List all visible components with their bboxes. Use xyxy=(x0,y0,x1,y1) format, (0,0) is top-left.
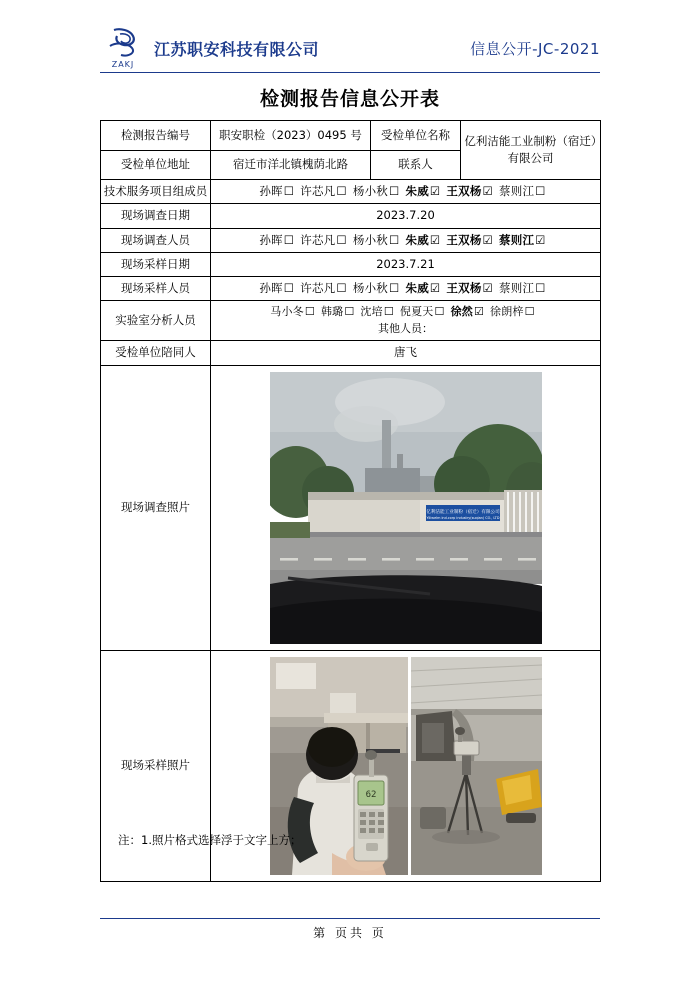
client-name-label: 受检单位名称 xyxy=(371,121,461,151)
member-checkbox-unchecked[interactable]: ☐ xyxy=(283,184,295,198)
member-name: 孙晖 xyxy=(259,184,283,198)
survey-photo-label: 现场调查照片 xyxy=(101,365,211,650)
company-name: 江苏职安科技有限公司 xyxy=(154,39,320,59)
sampling-date-value: 2023.7.21 xyxy=(211,252,601,276)
table-row-sampling-staff xyxy=(101,277,601,301)
member-checkbox-unchecked[interactable]: ☐ xyxy=(535,281,546,295)
client-addr-value: 宿迁市洋北镇槐荫北路 xyxy=(211,150,371,180)
member-name: 朱威 xyxy=(405,184,429,198)
survey-staff-label: 现场调查人员 xyxy=(101,228,211,252)
member-checkbox-unchecked[interactable]: ☐ xyxy=(388,232,400,247)
accompany-value: 唐飞 xyxy=(211,341,601,365)
member-checkbox-unchecked[interactable]: ☐ xyxy=(304,305,315,319)
member-name: 王双杨 xyxy=(446,281,482,295)
member-name: 蔡则江 xyxy=(499,184,535,198)
member-name: 孙晖 xyxy=(259,281,283,295)
sampling-staff-members xyxy=(211,277,601,301)
svg-text:Yiliwelm ind.corp industry(su: Yiliwelm ind.corp industry(suqian) CO., LTD xyxy=(426,515,499,520)
member-name: 沈培 xyxy=(360,305,383,319)
survey-photo-image xyxy=(270,372,542,644)
member-name: 蔡则江 xyxy=(499,281,535,295)
member-checkbox-unchecked[interactable]: ☐ xyxy=(524,305,535,319)
member-name: 王双杨 xyxy=(446,184,482,198)
member-entry xyxy=(406,281,441,295)
report-no-label: 检测报告编号 xyxy=(101,121,211,151)
table-row-survey-date xyxy=(101,204,601,228)
member-name: 朱威 xyxy=(405,281,429,295)
member-name: 倪夏天 xyxy=(399,305,434,319)
table-row-survey-staff xyxy=(101,228,601,252)
member-name: 朱威 xyxy=(405,232,429,247)
member-name: 孙晖 xyxy=(259,232,283,247)
member-entry xyxy=(270,305,315,318)
table-row-report-no xyxy=(101,121,601,151)
member-entry xyxy=(490,305,535,318)
member-entry xyxy=(406,233,441,247)
accompany-label: 受检单位陪同人 xyxy=(101,341,211,365)
member-name: 徐然 xyxy=(450,305,473,319)
lab-staff-members xyxy=(213,304,598,321)
sampling-staff-label: 现场采样人员 xyxy=(101,277,211,301)
member-name: 许芯凡 xyxy=(300,184,336,198)
member-name: 杨小秋 xyxy=(352,281,388,295)
client-addr-label: 受检单位地址 xyxy=(101,150,211,180)
member-checkbox-checked[interactable]: ☑ xyxy=(535,232,546,247)
member-name: 蔡则江 xyxy=(499,232,535,247)
member-name: 许芯凡 xyxy=(300,232,336,247)
page-header xyxy=(100,24,600,72)
member-checkbox-unchecked[interactable]: ☐ xyxy=(434,305,445,319)
member-name: 韩璐 xyxy=(320,305,344,319)
member-checkbox-unchecked[interactable]: ☐ xyxy=(336,232,347,247)
member-checkbox-unchecked[interactable]: ☐ xyxy=(283,232,295,247)
lab-staff-cell xyxy=(211,301,601,341)
member-entry xyxy=(499,233,546,247)
brand-block xyxy=(100,26,319,70)
member-entry xyxy=(353,184,400,198)
client-name-value: 亿利洁能工业制粉（宿迁）有限公司 xyxy=(461,121,601,180)
member-checkbox-checked[interactable]: ☑ xyxy=(473,305,485,319)
member-entry xyxy=(360,305,393,318)
member-entry xyxy=(499,281,546,295)
member-entry xyxy=(300,184,347,198)
svg-text:亿利洁能工业制粉（宿迁）有限公司: 亿利洁能工业制粉（宿迁）有限公司 xyxy=(425,509,500,515)
member-name: 杨小秋 xyxy=(352,232,388,247)
member-entry xyxy=(259,184,294,198)
svg-text:ZAKJ: ZAKJ xyxy=(111,60,135,69)
member-checkbox-unchecked[interactable]: ☐ xyxy=(388,281,400,295)
member-entry xyxy=(446,233,493,247)
member-entry xyxy=(300,233,347,247)
member-name: 许芯凡 xyxy=(300,281,336,295)
sampling-photo-label: 现场采样照片 xyxy=(101,650,211,881)
lab-other-label: 其他人员： xyxy=(378,321,433,335)
member-checkbox-unchecked[interactable]: ☐ xyxy=(535,184,546,198)
table-row-sampling-date xyxy=(101,252,601,276)
member-entry xyxy=(451,305,484,318)
member-checkbox-checked[interactable]: ☑ xyxy=(429,184,441,198)
lab-staff-label: 实验室分析人员 xyxy=(101,301,211,341)
tech-team-members xyxy=(211,180,601,204)
footer-divider xyxy=(100,918,600,919)
member-checkbox-checked[interactable]: ☑ xyxy=(429,232,441,247)
member-name: 徐朗梓 xyxy=(490,305,524,319)
member-entry xyxy=(353,233,400,247)
member-checkbox-unchecked[interactable]: ☐ xyxy=(336,281,347,295)
svg-text:62: 62 xyxy=(365,789,376,800)
member-checkbox-unchecked[interactable]: ☐ xyxy=(388,184,400,198)
member-name: 杨小秋 xyxy=(352,184,388,198)
member-checkbox-checked[interactable]: ☑ xyxy=(482,184,494,198)
footnote: 注：1.照片格式选择浮于文字上方； xyxy=(118,833,302,847)
sampling-photo-image xyxy=(270,657,542,875)
member-checkbox-checked[interactable]: ☑ xyxy=(482,281,494,295)
member-entry xyxy=(259,233,294,247)
member-checkbox-unchecked[interactable]: ☐ xyxy=(283,281,295,295)
table-row-accompany xyxy=(101,341,601,365)
sampling-date-label: 现场采样日期 xyxy=(101,252,211,276)
member-checkbox-checked[interactable]: ☑ xyxy=(482,232,494,247)
member-checkbox-unchecked[interactable]: ☐ xyxy=(344,305,355,319)
survey-date-label: 现场调查日期 xyxy=(101,204,211,228)
member-checkbox-unchecked[interactable]: ☐ xyxy=(336,184,347,198)
survey-date-value: 2023.7.20 xyxy=(211,204,601,228)
table-row-lab-staff xyxy=(101,301,601,341)
member-entry xyxy=(446,281,493,295)
member-entry xyxy=(406,184,441,198)
member-entry xyxy=(499,184,546,198)
info-table xyxy=(100,120,601,882)
member-checkbox-checked[interactable]: ☑ xyxy=(429,281,441,295)
member-entry xyxy=(446,184,493,198)
page-title: 检测报告信息公开表 xyxy=(259,88,440,110)
doc-code: 信息公开-JC-2021 xyxy=(470,39,600,58)
member-entry xyxy=(400,305,445,318)
table-row-survey-photo xyxy=(101,365,601,650)
member-entry xyxy=(300,281,347,295)
member-checkbox-unchecked[interactable]: ☐ xyxy=(383,305,394,319)
member-name: 王双杨 xyxy=(446,232,482,247)
report-no-value: 职安职检（2023）0495 号 xyxy=(211,121,371,151)
page-number: 第 页共 页 xyxy=(313,926,387,940)
member-name: 马小冬 xyxy=(270,305,304,319)
tech-team-label: 技术服务项目组成员 xyxy=(101,180,211,204)
contact-label: 联系人 xyxy=(371,150,461,180)
survey-photo-cell xyxy=(211,365,601,650)
table-row-team xyxy=(101,180,601,204)
member-entry xyxy=(259,281,294,295)
company-logo-icon xyxy=(100,26,146,70)
member-entry xyxy=(353,281,400,295)
header-divider xyxy=(100,72,600,73)
survey-staff-members xyxy=(211,228,601,252)
member-entry xyxy=(321,305,354,318)
